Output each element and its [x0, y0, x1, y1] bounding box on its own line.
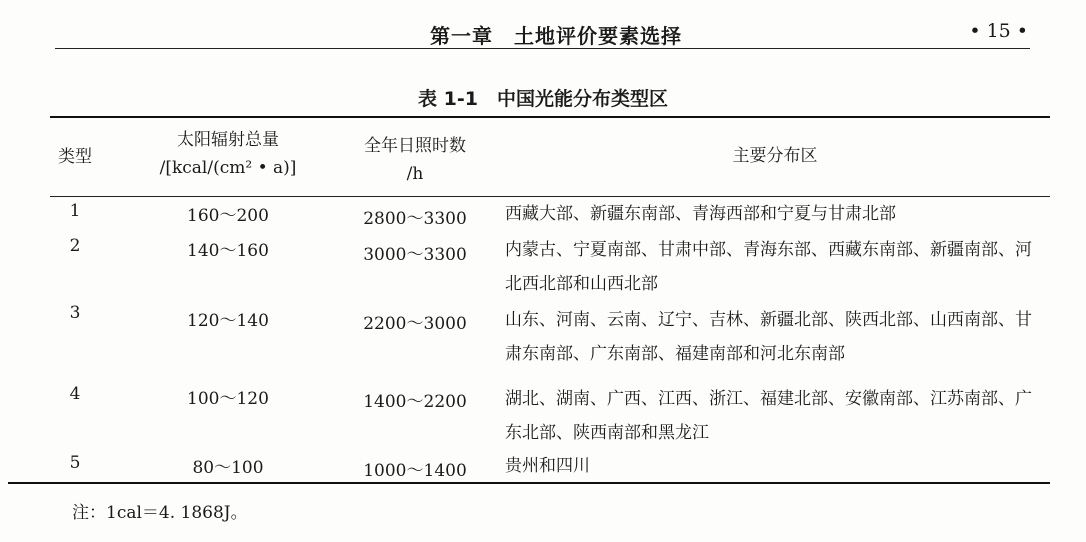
chapter-title: 第一章 土地评价要素选择	[430, 24, 682, 48]
table-top-rule	[50, 116, 1050, 118]
row-3-area: 山东、河南、云南、辽宁、吉林、新疆北部、陕西北部、山西南部、甘肃东南部、广东南部、福建南部和河北东南部	[505, 310, 1032, 364]
row-5-sunshine: 1000～1400	[363, 461, 467, 481]
table-note: 注：1cal＝4. 1868J。	[72, 503, 248, 523]
col-header-sunshine-unit: /h	[406, 164, 424, 184]
row-4-area: 湖北、湖南、广西、江西、浙江、福建北部、安徽南部、江苏南部、广东北部、陕西南部和黑龙江	[505, 389, 1032, 443]
col-header-radiation-unit: /[kcal/(cm² • a)]	[159, 158, 297, 178]
table-bottom-rule	[8, 482, 1050, 484]
row-3-type: 3	[69, 303, 81, 323]
row-2-type: 2	[69, 236, 81, 256]
row-5-type: 5	[69, 453, 81, 473]
col-header-radiation: 太阳辐射总量	[177, 130, 279, 150]
row-4-radiation: 100～120	[187, 389, 269, 409]
row-2-area: 内蒙古、宁夏南部、甘肃中部、青海东部、西藏东南部、新疆南部、河北西北部和山西北部	[505, 240, 1032, 294]
row-3-radiation: 120～140	[187, 311, 269, 331]
col-header-area: 主要分布区	[732, 146, 818, 166]
row-5-radiation: 80～100	[192, 458, 264, 478]
row-5-area: 贵州和四川	[505, 456, 590, 476]
row-1-type: 1	[69, 201, 81, 221]
row-1-area: 西藏大部、新疆东南部、青海西部和宁夏与甘肃北部	[505, 204, 896, 224]
col-header-sunshine: 全年日照时数	[364, 136, 466, 156]
row-4-type: 4	[69, 384, 81, 404]
row-4-sunshine: 1400～2200	[363, 392, 467, 412]
row-2-radiation: 140～160	[187, 241, 269, 261]
row-3-sunshine: 2200～3000	[363, 314, 467, 334]
page-number: • 15 •	[969, 20, 1028, 42]
table-title: 表 1-1 中国光能分布类型区	[418, 88, 668, 110]
row-2-sunshine: 3000～3300	[363, 245, 467, 265]
row-1-radiation: 160～200	[187, 206, 269, 226]
row-1-sunshine: 2800～3300	[363, 209, 467, 229]
page-header	[55, 18, 1030, 49]
col-header-type: 类型	[58, 147, 92, 167]
